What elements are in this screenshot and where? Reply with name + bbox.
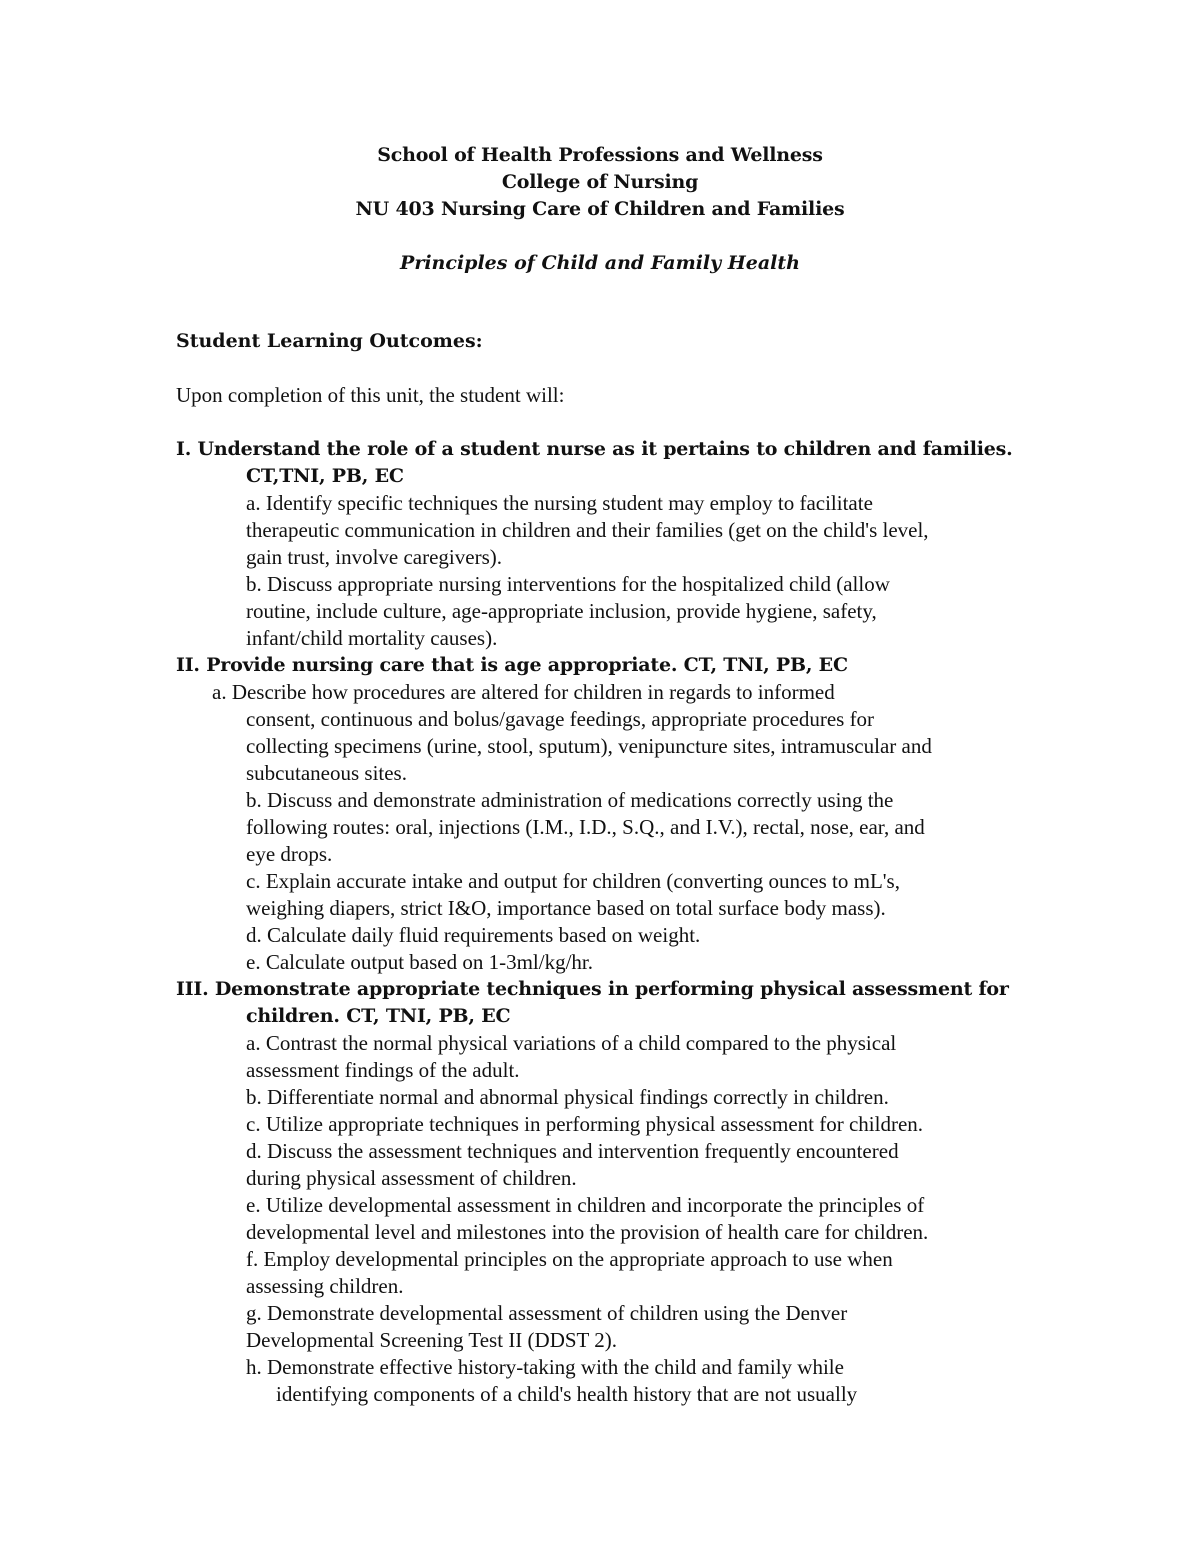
- list-item-text: collecting specimens (urine, stool, sputum), venipuncture sites, intramuscular and: [246, 734, 932, 758]
- list-item-text: b. Differentiate normal and abnormal physical findings correctly in children.: [246, 1085, 889, 1109]
- list-item-text: d. Calculate daily fluid requirements based on weight.: [246, 923, 701, 947]
- list-item-text: following routes: oral, injections (I.M., I.D., S.Q., and I.V.), rectal, nose, ear, and: [246, 815, 925, 839]
- college-name: College of Nursing: [501, 171, 699, 193]
- list-item-text: eye drops.: [246, 842, 333, 866]
- list-item: [0, 1381, 1200, 1408]
- list-item: [0, 1111, 1200, 1138]
- list-item: [0, 1219, 1200, 1246]
- list-item: [0, 1246, 1200, 1273]
- list-item: [0, 1192, 1200, 1219]
- list-item: [0, 517, 1200, 544]
- list-item: [0, 949, 1200, 976]
- list-item: [0, 490, 1200, 517]
- list-item-text: routine, include culture, age-appropriate inclusion, provide hygiene, safety,: [246, 599, 877, 623]
- document-header: [0, 142, 1200, 223]
- list-item: [0, 1030, 1200, 1057]
- list-item-text: e. Utilize developmental assessment in children and incorporate the principles of: [246, 1193, 925, 1217]
- outcome-heading-text: III. Demonstrate appropriate techniques in performing physical assessment for: [176, 978, 1009, 1000]
- list-item: [0, 1057, 1200, 1084]
- list-item-text: a. Contrast the normal physical variations of a child compared to the physical: [246, 1031, 897, 1055]
- list-item-text: b. Discuss appropriate nursing interventions for the hospitalized child (allow: [246, 572, 890, 596]
- list-item-text: a. Identify specific techniques the nursing student may employ to facilitate: [246, 491, 873, 515]
- list-item-text: g. Demonstrate developmental assessment of children using the Denver: [246, 1301, 848, 1325]
- list-item: [0, 1138, 1200, 1165]
- list-item: [0, 625, 1200, 652]
- list-item-text: assessing children.: [246, 1274, 404, 1298]
- list-item: [0, 544, 1200, 571]
- list-item-text: therapeutic communication in children and their families (get on the child's level,: [246, 518, 929, 542]
- list-item: [0, 868, 1200, 895]
- list-item: [0, 895, 1200, 922]
- school-name: School of Health Professions and Wellness: [377, 144, 823, 166]
- list-item-text: subcutaneous sites.: [246, 761, 407, 785]
- outcome-heading-1: [0, 436, 1200, 463]
- list-item: [0, 571, 1200, 598]
- unit-title: Principles of Child and Family Health: [400, 252, 800, 274]
- list-item-text: c. Utilize appropriate techniques in performing physical assessment for children.: [246, 1112, 924, 1136]
- intro-text: Upon completion of this unit, the student will:: [176, 383, 565, 407]
- outcomes-list: [0, 436, 1200, 1408]
- list-item: [0, 679, 1200, 706]
- list-item-text: d. Discuss the assessment techniques and intervention frequently encountered: [246, 1139, 899, 1163]
- outcome-codes: [0, 463, 1200, 490]
- list-item: [0, 787, 1200, 814]
- list-item-text: a. Describe how procedures are altered for children in regards to informed: [212, 680, 835, 704]
- list-item: [0, 1273, 1200, 1300]
- list-item-text: b. Discuss and demonstrate administration of medications correctly using the: [246, 788, 894, 812]
- list-item-text: e. Calculate output based on 1-3ml/kg/hr.: [246, 950, 594, 974]
- list-item: [0, 1354, 1200, 1381]
- list-item: [0, 814, 1200, 841]
- outcome-codes-text: CT,TNI, PB, EC: [246, 465, 404, 487]
- list-item: [0, 1300, 1200, 1327]
- list-item-text: c. Explain accurate intake and output for children (converting ounces to mL's,: [246, 869, 900, 893]
- list-item-text: developmental level and milestones into the provision of health care for children.: [246, 1220, 929, 1244]
- outcome-heading-continued: [0, 1003, 1200, 1030]
- outcome-heading-text: I. Understand the role of a student nurse as it pertains to children and families.: [176, 438, 1013, 460]
- list-item: [0, 760, 1200, 787]
- list-item-text: weighing diapers, strict I&O, importance based on total surface body mass).: [246, 896, 886, 920]
- list-item: [0, 733, 1200, 760]
- outcome-heading-text: children. CT, TNI, PB, EC: [246, 1005, 511, 1027]
- list-item: [0, 1165, 1200, 1192]
- list-item: [0, 1084, 1200, 1111]
- list-item-text: infant/child mortality causes).: [246, 626, 498, 650]
- list-item-text: consent, continuous and bolus/gavage feedings, appropriate procedures for: [246, 707, 875, 731]
- list-item: [0, 706, 1200, 733]
- list-item-text: Developmental Screening Test II (DDST 2).: [246, 1328, 617, 1352]
- list-item: [0, 598, 1200, 625]
- list-item: [0, 922, 1200, 949]
- outcome-heading-2: [0, 652, 1200, 679]
- outcomes-heading: Student Learning Outcomes:: [176, 330, 483, 352]
- course-title: NU 403 Nursing Care of Children and Families: [355, 198, 845, 220]
- list-item-text: assessment findings of the adult.: [246, 1058, 520, 1082]
- list-item-text: f. Employ developmental principles on the appropriate approach to use when: [246, 1247, 893, 1271]
- list-item: [0, 841, 1200, 868]
- list-item: [0, 1327, 1200, 1354]
- list-item-text: during physical assessment of children.: [246, 1166, 577, 1190]
- outcome-heading-3: [0, 976, 1200, 1003]
- list-item-text: gain trust, involve caregivers).: [246, 545, 502, 569]
- list-item-text: h. Demonstrate effective history-taking with the child and family while: [246, 1355, 844, 1379]
- outcome-heading-text: II. Provide nursing care that is age appropriate. CT, TNI, PB, EC: [176, 654, 848, 676]
- list-item-text: identifying components of a child's health history that are not usually: [276, 1382, 858, 1406]
